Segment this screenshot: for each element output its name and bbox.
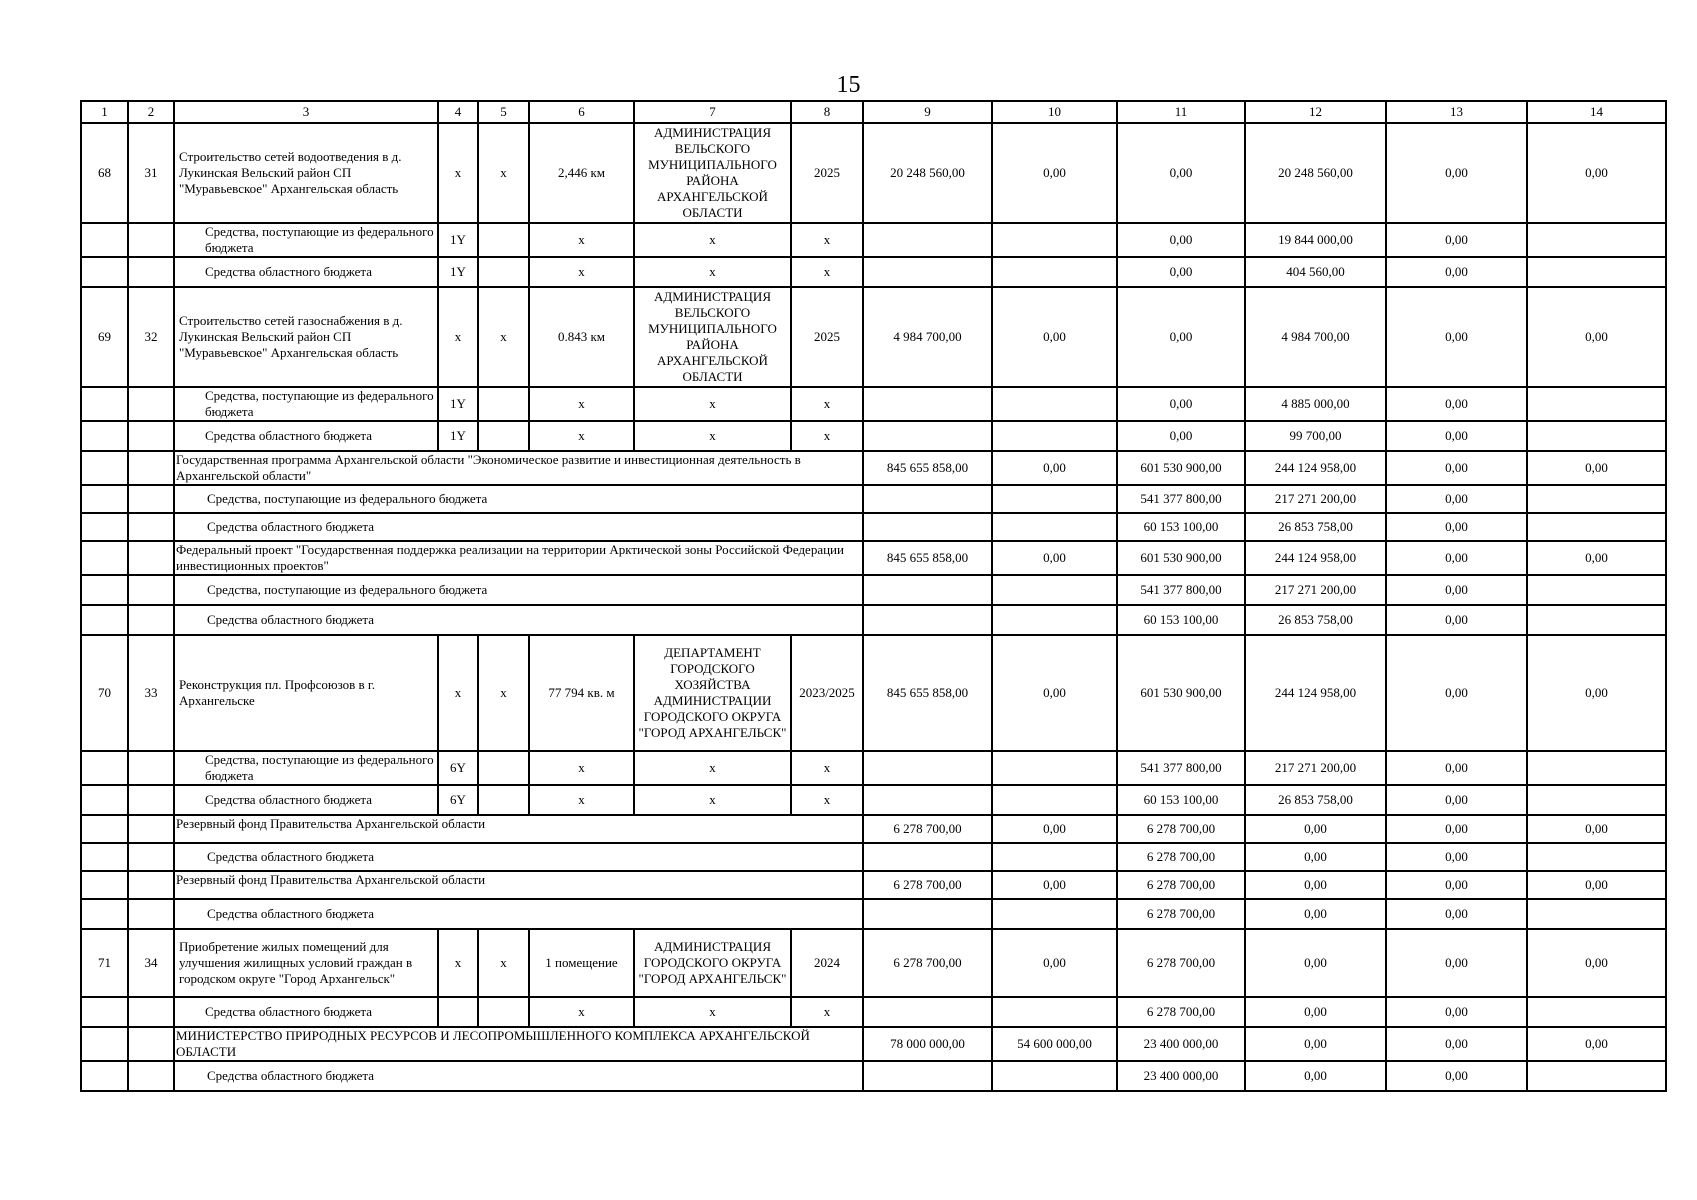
table-row-regional [81,843,1666,871]
capacity: 2,446 км [529,123,634,223]
col-header: 2 [128,101,174,123]
value: 0,00 [1527,287,1666,387]
fund-name: Резервный фонд Правительства Архангельской области [174,815,863,843]
cell: x [438,123,478,223]
cell: x [634,785,791,815]
row-number: 69 [81,287,128,387]
value: 0,00 [1527,123,1666,223]
col-header: 10 [992,101,1117,123]
cell: x [791,997,863,1027]
value: 23 400 000,00 [1117,1027,1245,1061]
value: 601 530 900,00 [1117,635,1245,751]
cell: x [529,387,634,421]
value: 244 124 958,00 [1245,635,1386,751]
table-row-regional [81,605,1666,635]
value: 0,00 [1386,635,1527,751]
header-row [81,101,1666,123]
col-header: 8 [791,101,863,123]
value: 0,00 [992,287,1117,387]
col-header: 13 [1386,101,1527,123]
cell: x [438,929,478,997]
table-row-regional [81,1061,1666,1091]
value: 0,00 [992,451,1117,485]
value: 0,00 [1527,871,1666,899]
value: 0,00 [1527,635,1666,751]
cell: x [791,785,863,815]
table-row-regional [81,421,1666,451]
value: 541 377 800,00 [1117,485,1245,513]
year: 2024 [791,929,863,997]
value: 0,00 [1386,513,1527,541]
capacity: 77 794 кв. м [529,635,634,751]
value: 26 853 758,00 [1245,785,1386,815]
budget-table [80,100,1667,1092]
code: 1Y [438,223,478,257]
project-name: Реконструкция пл. Профсоюзов в г. Архангельске [174,635,438,751]
value: 6 278 700,00 [1117,997,1245,1027]
organization: АДМИНИСТРАЦИЯ ВЕЛЬСКОГО МУНИЦИПАЛЬНОГО РАЙОНА АРХАНГЕЛЬСКОЙ ОБЛАСТИ [634,287,791,387]
funding-source: Средства областного бюджета [174,513,863,541]
value: 0,00 [1117,421,1245,451]
value: 6 278 700,00 [1117,843,1245,871]
value: 0,00 [992,871,1117,899]
value: 0,00 [1386,899,1527,929]
value: 26 853 758,00 [1245,605,1386,635]
value: 0,00 [1245,899,1386,929]
cell: x [791,751,863,785]
value: 19 844 000,00 [1245,223,1386,257]
cell: x [791,223,863,257]
value: 0,00 [1245,871,1386,899]
value: 0,00 [1386,751,1527,785]
value: 0,00 [1386,1061,1527,1091]
value: 0,00 [1386,871,1527,899]
value: 0,00 [1386,605,1527,635]
value: 0,00 [1117,223,1245,257]
table-row-regional [81,997,1666,1027]
funding-source: Средства областного бюджета [174,785,438,815]
col-header: 12 [1245,101,1386,123]
cell: x [478,287,529,387]
table-row-regional [81,513,1666,541]
funding-source: Средства областного бюджета [174,843,863,871]
cell: x [478,635,529,751]
cell: x [478,929,529,997]
code: 1Y [438,257,478,287]
funding-source: Средства, поступающие из федерального бюджета [174,751,438,785]
table-row-project [81,123,1666,223]
value: 26 853 758,00 [1245,513,1386,541]
cell: x [791,257,863,287]
value: 0,00 [1386,815,1527,843]
cell: x [634,223,791,257]
value: 0,00 [1117,287,1245,387]
sub-number: 33 [128,635,174,751]
value: 0,00 [1245,997,1386,1027]
funding-source: Средства областного бюджета [174,257,438,287]
organization: АДМИНИСТРАЦИЯ ВЕЛЬСКОГО МУНИЦИПАЛЬНОГО РАЙОНА АРХАНГЕЛЬСКОЙ ОБЛАСТИ [634,123,791,223]
value: 54 600 000,00 [992,1027,1117,1061]
col-header: 9 [863,101,992,123]
program-name: Государственная программа Архангельской области "Экономическое развитие и инвестиционная деятельность в Архангельской области" [174,451,863,485]
funding-source: Средства областного бюджета [174,997,438,1027]
value: 0,00 [1386,1027,1527,1061]
value: 0,00 [1386,929,1527,997]
funding-source: Средства, поступающие из федерального бюджета [174,575,863,605]
cell: x [438,635,478,751]
year: 2025 [791,123,863,223]
col-header: 6 [529,101,634,123]
value: 20 248 560,00 [1245,123,1386,223]
value: 4 885 000,00 [1245,387,1386,421]
value: 541 377 800,00 [1117,751,1245,785]
row-number: 68 [81,123,128,223]
organization: АДМИНИСТРАЦИЯ ГОРОДСКОГО ОКРУГА "ГОРОД АРХАНГЕЛЬСК" [634,929,791,997]
value: 217 271 200,00 [1245,485,1386,513]
value: 0,00 [1386,997,1527,1027]
value: 601 530 900,00 [1117,541,1245,575]
value: 4 984 700,00 [1245,287,1386,387]
value: 0,00 [1386,387,1527,421]
code: 1Y [438,387,478,421]
cell: x [529,751,634,785]
value: 0,00 [1527,929,1666,997]
value: 78 000 000,00 [863,1027,992,1061]
value: 0,00 [1527,815,1666,843]
code: 6Y [438,751,478,785]
cell: x [634,387,791,421]
cell: x [634,751,791,785]
col-header: 3 [174,101,438,123]
value: 0,00 [1245,929,1386,997]
col-header: 14 [1527,101,1666,123]
value: 0,00 [992,929,1117,997]
col-header: 1 [81,101,128,123]
value: 217 271 200,00 [1245,575,1386,605]
cell: x [529,257,634,287]
table-row-federal [81,575,1666,605]
value: 601 530 900,00 [1117,451,1245,485]
table-row-regional [81,257,1666,287]
value: 244 124 958,00 [1245,451,1386,485]
value: 0,00 [1117,387,1245,421]
value: 20 248 560,00 [863,123,992,223]
project-name: Строительство сетей газоснабжения в д. Лукинская Вельский район СП "Муравьевское" Архангельская область [174,287,438,387]
value: 217 271 200,00 [1245,751,1386,785]
value: 0,00 [1386,421,1527,451]
funding-source: Средства, поступающие из федерального бюджета [174,387,438,421]
value: 0,00 [1117,257,1245,287]
row-number: 71 [81,929,128,997]
value: 0,00 [1386,785,1527,815]
value: 0,00 [1386,843,1527,871]
value: 0,00 [1386,287,1527,387]
value: 404 560,00 [1245,257,1386,287]
funding-source: Средства, поступающие из федерального бюджета [174,485,863,513]
value: 845 655 858,00 [863,635,992,751]
cell: x [529,785,634,815]
table-row-project [81,929,1666,997]
col-header: 4 [438,101,478,123]
value: 0,00 [992,123,1117,223]
table-row-fund [81,871,1666,899]
value: 0,00 [1245,1027,1386,1061]
value: 0,00 [1386,541,1527,575]
col-header: 11 [1117,101,1245,123]
value: 0,00 [1527,541,1666,575]
table-row-federal [81,387,1666,421]
funding-source: Средства областного бюджета [174,421,438,451]
project-name: Приобретение жилых помещений для улучшения жилищных условий граждан в городском округе "Город Архангельск" [174,929,438,997]
value: 0,00 [992,635,1117,751]
value: 0,00 [1386,485,1527,513]
value: 60 153 100,00 [1117,785,1245,815]
table-row-ministry [81,1027,1666,1061]
value: 23 400 000,00 [1117,1061,1245,1091]
ministry-name: МИНИСТЕРСТВО ПРИРОДНЫХ РЕСУРСОВ И ЛЕСОПРОМЫШЛЕННОГО КОМПЛЕКСА АРХАНГЕЛЬСКОЙ ОБЛАСТИ [174,1027,863,1061]
value: 244 124 958,00 [1245,541,1386,575]
value: 6 278 700,00 [1117,899,1245,929]
value: 6 278 700,00 [863,871,992,899]
funding-source: Средства, поступающие из федерального бюджета [174,223,438,257]
project-group-name: Федеральный проект "Государственная поддержка реализации на территории Арктической зоны Российской Федерации инвестиционных проектов" [174,541,863,575]
value: 0,00 [1386,257,1527,287]
cell: x [529,223,634,257]
table-row-fund [81,815,1666,843]
table-row-federal [81,751,1666,785]
capacity: 1 помещение [529,929,634,997]
funding-source: Средства областного бюджета [174,605,863,635]
value: 541 377 800,00 [1117,575,1245,605]
value: 6 278 700,00 [863,929,992,997]
sub-number: 34 [128,929,174,997]
value: 6 278 700,00 [1117,929,1245,997]
value: 6 278 700,00 [863,815,992,843]
cell: x [634,421,791,451]
cell: x [478,123,529,223]
code: 1Y [438,421,478,451]
value: 0,00 [1386,123,1527,223]
sub-number: 32 [128,287,174,387]
col-header: 7 [634,101,791,123]
funding-source: Средства областного бюджета [174,1061,863,1091]
value: 845 655 858,00 [863,451,992,485]
cell: x [529,997,634,1027]
col-header: 5 [478,101,529,123]
value: 0,00 [1386,451,1527,485]
cell: x [634,997,791,1027]
value: 0,00 [992,815,1117,843]
cell: x [791,421,863,451]
table-row-project [81,635,1666,751]
value: 6 278 700,00 [1117,815,1245,843]
funding-source: Средства областного бюджета [174,899,863,929]
value: 6 278 700,00 [1117,871,1245,899]
value: 0,00 [1245,1061,1386,1091]
value: 4 984 700,00 [863,287,992,387]
value: 0,00 [1386,223,1527,257]
table-row-federal [81,485,1666,513]
cell: x [634,257,791,287]
value: 0,00 [1527,451,1666,485]
capacity: 0.843 км [529,287,634,387]
value: 99 700,00 [1245,421,1386,451]
cell: x [791,387,863,421]
table-row-federal [81,223,1666,257]
value: 60 153 100,00 [1117,605,1245,635]
table-row-program [81,541,1666,575]
table-row-regional [81,785,1666,815]
table-row-project [81,287,1666,387]
cell: x [529,421,634,451]
organization: ДЕПАРТАМЕНТ ГОРОДСКОГО ХОЗЯЙСТВА АДМИНИСТРАЦИИ ГОРОДСКОГО ОКРУГА "ГОРОД АРХАНГЕЛЬСК" [634,635,791,751]
value: 0,00 [1386,575,1527,605]
table-row-regional [81,899,1666,929]
row-number: 70 [81,635,128,751]
value: 845 655 858,00 [863,541,992,575]
cell: x [438,287,478,387]
sub-number: 31 [128,123,174,223]
fund-name: Резервный фонд Правительства Архангельской области [174,871,863,899]
year: 2023/2025 [791,635,863,751]
value: 60 153 100,00 [1117,513,1245,541]
value: 0,00 [1527,1027,1666,1061]
table-row-program [81,451,1666,485]
page-number: 15 [836,72,861,98]
value: 0,00 [1245,815,1386,843]
project-name: Строительство сетей водоотведения в д. Лукинская Вельский район СП "Муравьевское" Архангельская область [174,123,438,223]
code: 6Y [438,785,478,815]
value: 0,00 [1117,123,1245,223]
year: 2025 [791,287,863,387]
value: 0,00 [1245,843,1386,871]
value: 0,00 [992,541,1117,575]
